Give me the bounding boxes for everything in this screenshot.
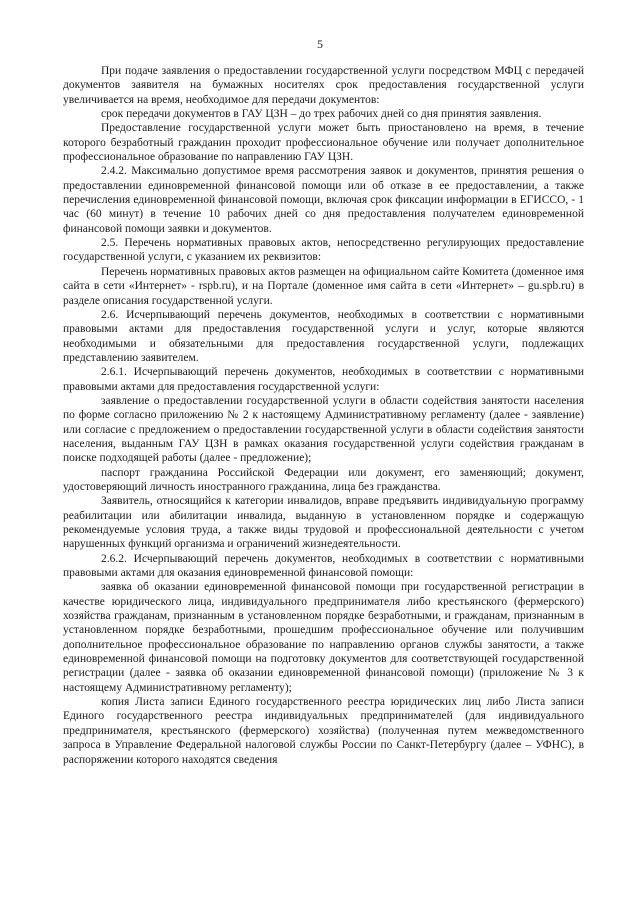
paragraph-passport: паспорт гражданина Российской Федерации или документ, его заменяющий; документ, удостоверяющий личность иностранного гражданина, лица без гражданства. (63, 466, 584, 493)
paragraph-2-6-2: 2.6.2. Исчерпывающий перечень документов, необходимых в соответствии с нормативными правовыми актами для оказания единовременной финансовой помощи: (63, 552, 584, 580)
page-number: 5 (317, 37, 323, 51)
paragraph-legal-acts-list: Перечень нормативных правовых актов размещен на официальном сайте Комитета (доменное имя сайта в сети «Интернет» - rspb.ru), и на Портале (доменное имя сайта в сети «Интернет» – gu.spb.ru) в разделе описания государственной услуги. (63, 265, 584, 307)
paragraph-2-6: 2.6. Исчерпывающий перечень документов, необходимых в соответствии с нормативными правовыми актами для предоставления государственной услуги и услуг, которые являются необходимыми и обязательными для предоставления государственной услуги, подлежащих представлению заявителем. (63, 308, 584, 364)
paragraph-financial-aid-request: заявка об оказании единовременной финансовой помощи при государственной регистрации в качестве юридического лица, индивидуального предпринимателя либо крестьянского (фермерского) хозяйства гражданам, признанным в установленном порядке безработными, и гражданам, признанным в установленном порядке безработными, прошедшим профессиональное обучение или получившим дополнительное профессиональное образование по направлению органов службы занятости, а также единовременной финансовой помощи на подготовку документов для соответствующей государственной регистрации (далее - заявка об оказании единовременной финансовой помощи) (приложение № 3 к настоящему Административному регламенту); (63, 581, 584, 694)
paragraph-2-4-2: 2.4.2. Максимально допустимое время рассмотрения заявок и документов, принятия решения о предоставлении единовременной финансовой помощи или об отказе в ее предоставлении, а также перечисления единовременной финансовой помощи, включая срок фиксации информации в ЕГИССО, - 1 час (60 минут) в течение 10 рабочих дней со дня предоставления получателем единовременной финансовой помощи заявки и документов. (63, 165, 584, 235)
paragraph-2-6-1: 2.6.1. Исчерпывающий перечень документов, необходимых в соответствии с нормативными правовыми актами для предоставления государственной услуги: (63, 366, 584, 393)
paragraph-2-5: 2.5. Перечень нормативных правовых актов, непосредственно регулирующих предоставление государственной услуги, с указанием их реквизитов: (63, 237, 584, 264)
paragraph-disabled-applicant: Заявитель, относящийся к категории инвалидов, вправе предъявить индивидуальную программу реабилитации или абилитации инвалида, выданную в установленном порядке и содержащую рекомендуемые условия труда, а также виды трудовой и профессиональной деятельности с учетом нарушенных функций организма и ограничений жизнедеятельности. (63, 495, 584, 551)
paragraph-application: заявление о предоставлении государственной услуги в области содействия занятости населения по форме согласно приложению № 2 к настоящему Административному регламенту (далее - заявление) или согласие с предложением о предоставлении государственной услуги в области содействия занятости населения, выданным ГАУ ЦЗН в рамках оказания государственной услуги содействия гражданам в поиске подходящей работы (далее - предложение); (63, 394, 584, 465)
document-body (63, 64, 584, 767)
paragraph-registry-copy: копия Листа записи Единого государственного реестра юридических лиц либо Листа записи Единого государственного реестра индивидуальных предпринимателей (для индивидуального предпринимателя, крестьянского (фермерского) хозяйства) (полученная путем межведомственного запроса в Управление Федеральной налоговой службы России по Санкт-Петербургу (далее – УФНС), в распоряжении которого находятся сведения (63, 696, 584, 766)
paragraph-transfer-deadline: срок передачи документов в ГАУ ЦЗН – до трех рабочих дней со дня принятия заявления. (101, 108, 542, 121)
paragraph-mfc-submission: При подаче заявления о предоставлении государственной услуги посредством МФЦ с передачей документов заявителя на бумажных носителях срок предоставления государственной услуги увеличивается на время, необходимое для передачи документов: (63, 65, 584, 106)
paragraph-suspension: Предоставление государственной услуги может быть приостановлено на время, в течение которого безработный гражданин проходит профессиональное обучение или получает дополнительное профессиональное образование по направлению ГАУ ЦЗН. (63, 122, 584, 164)
